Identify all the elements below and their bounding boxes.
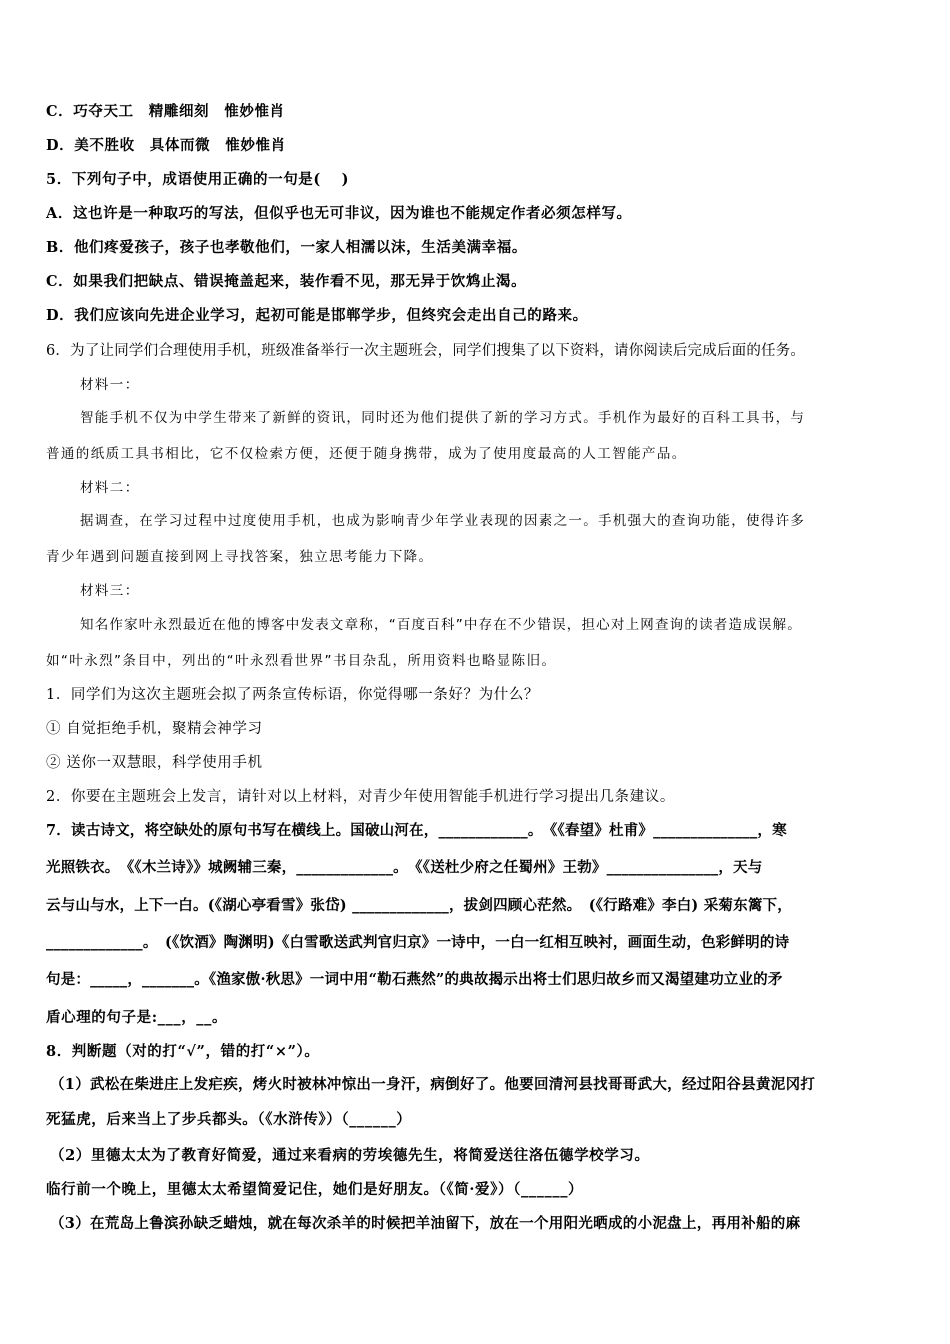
q7-line: _____________。 (《饮酒》陶渊明)《白雪歌送武判官归京》一诗中，一白一红相互映衬，画面生动，色彩鲜明的诗 (46, 934, 790, 951)
q5-option-d: D．我们应该向先进企业学习，起初可能是邯郸学步，但终究会走出自己的路来。 (46, 307, 588, 324)
material-3-line: 如“叶永烈”条目中，列出的“叶永烈看世界”书目杂乱，所用资料也略显陈旧。 (46, 653, 557, 669)
q8-item-1-cont: 死猛虎，后来当上了步兵都头。（《水浒传》）（______） (46, 1111, 412, 1128)
q5-option-b: B．他们疼爱孩子，孩子也孝敬他们，一家人相濡以沫，生活美满幸福。 (46, 239, 527, 256)
q5-stem: 5．下列句子中，成语使用正确的一句是( ) (46, 171, 350, 188)
q8-item-3: （3）在荒岛上鲁滨孙缺乏蜡烛，就在每次杀羊的时候把羊油留下，放在一个用阳光晒成的小泥盘上，再用补船的麻 (50, 1215, 801, 1232)
q8-stem: 8．判断题（对的打“√”，错的打“×”）。 (46, 1043, 320, 1060)
material-1-line: 普通的纸质工具书相比，它不仅检索方便，还便于随身携带，成为了使用度最高的人工智能产品。 (46, 446, 687, 462)
q6-subquestion-1: 1．同学们为这次主题班会拟了两条宣传标语，你觉得哪一条好？为什么？ (46, 687, 540, 703)
material-2-title: 材料二： (80, 480, 140, 496)
material-2-line: 据调查，在学习过程中过度使用手机，也成为影响青少年学业表现的因素之一。手机强大的查询功能，使得许多 (80, 513, 806, 529)
q8-item-2: （2）里德太太为了教育好简爱，通过来看病的劳埃德先生，将简爱送往洛伍德学校学习。 (50, 1147, 650, 1164)
slogan-1: ① 自觉拒绝手机，聚精会神学习 (46, 721, 263, 737)
slogan-2: ② 送你一双慧眼，科学使用手机 (46, 755, 263, 771)
q5-option-a: A．这也许是一种取巧的写法，但似乎也无可非议，因为谁也不能规定作者必须怎样写。 (46, 205, 632, 222)
material-2-line: 青少年遇到问题直接到网上寻找答案，独立思考能力下降。 (46, 549, 434, 565)
q7-line: 盾心理的句子是:___，__。 (46, 1009, 228, 1026)
q4-option-c: C．巧夺天工 精雕细刻 惟妙惟肖 (46, 103, 285, 120)
q5-option-c: C．如果我们把缺点、错误掩盖起来，装作看不见，那无异于饮鸩止渴。 (46, 273, 527, 290)
material-3-line: 知名作家叶永烈最近在他的博客中发表文章称，“百度百科”中存在不少错误，担心对上网查询的读者造成误解。 (80, 617, 802, 633)
q7-line: 7．读古诗文，将空缺处的原句书写在横线上。国破山河在，____________。 《《春望》杜甫》______________，寒 (46, 822, 787, 839)
q6-subquestion-2: 2．你要在主题班会上发言，请针对以上材料，对青少年使用智能手机进行学习提出几条建议。 (46, 789, 675, 805)
material-1-line: 智能手机不仅为中学生带来了新鲜的资讯，同时还为他们提供了新的学习方式。手机作为最好的百科工具书，与 (80, 410, 806, 426)
q7-line: 云与山与水，上下一白。(《湖心亭看雪》张岱) _____________，拔剑四顾心茫然。 (《行路难》李白) 采菊东篱下， (46, 897, 792, 914)
q6-stem: 6．为了让同学们合理使用手机，班级准备举行一次主题班会，同学们搜集了以下资料，请你阅读后完成后面的任务。 (46, 343, 806, 359)
material-3-title: 材料三： (80, 583, 140, 599)
material-1-title: 材料一： (80, 377, 140, 393)
q8-item-1: （1）武松在柴进庄上发疟疾，烤火时被林冲惊出一身汗，病倒好了。他要回清河县找哥哥武大，经过阳谷县黄泥冈打 (50, 1076, 816, 1093)
q7-line: 光照铁衣。 《《木兰诗》》城阙辅三秦，_____________。 《《送杜少府之任蜀州》王勃》_______________，天与 (46, 859, 763, 876)
q7-line: 句是：_____，_______。《渔家傲·秋思》一词中用“勒石燕然”的典故揭示出将士们思归故乡而又渴望建功立业的矛 (46, 971, 783, 988)
q4-option-d: D．美不胜收 具体而微 惟妙惟肖 (46, 137, 286, 154)
q8-item-2-cont: 临行前一个晚上，里德太太希望简爱记住，她们是好朋友。（《简·爱》）（______） (46, 1181, 584, 1198)
